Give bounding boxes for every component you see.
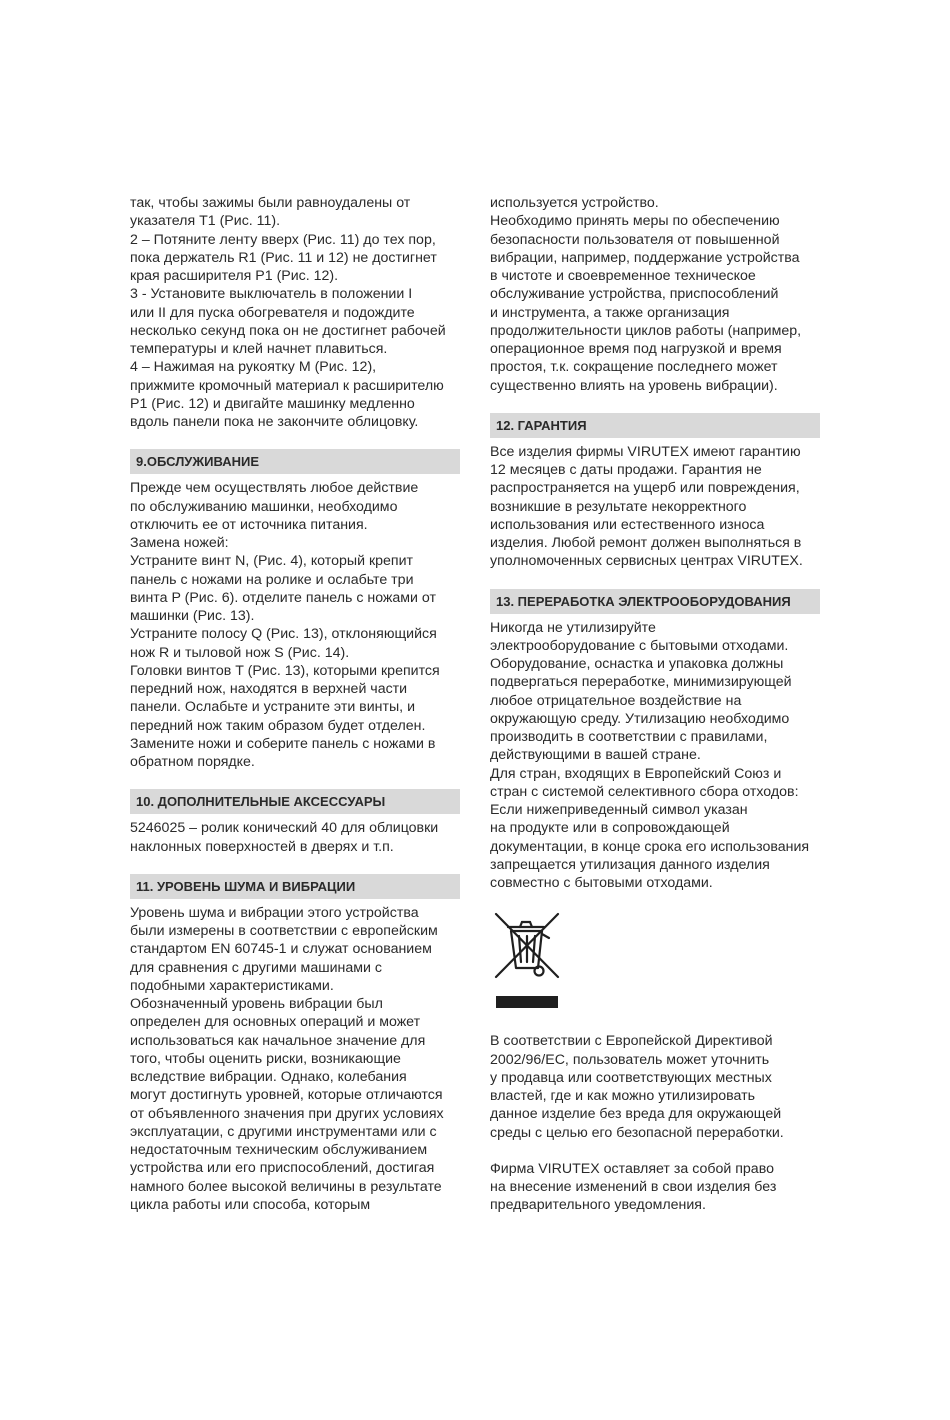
text-line: подвергаться переработке, минимизирующей	[490, 674, 792, 691]
text-line: отключить ее от источника питания.	[130, 516, 368, 533]
section-12-header: 12. ГАРАНТИЯ	[490, 413, 820, 438]
text-line: продолжительности циклов работы (например,	[490, 322, 802, 339]
text-line: 2002/96/EC, пользователь может уточнить	[490, 1051, 770, 1068]
text-line: на продукте или в сопровождающей	[490, 820, 730, 837]
text-line: Прежде чем осуществлять любое действие	[130, 480, 419, 497]
text-line: на внесение изменений в свои изделия без	[490, 1179, 777, 1195]
text-line: использования или естественного износа	[490, 516, 765, 533]
text-line: запрещается утилизация данного изделия	[490, 856, 770, 873]
text-line: так, чтобы зажимы были равноудалены от	[130, 195, 411, 211]
section-11-body	[130, 904, 460, 1214]
text-line: Устраните полосу Q (Рис. 13), отклоняющийся	[130, 626, 437, 643]
text-line: Фирма VIRUTEX оставляет за собой право	[490, 1160, 774, 1177]
text-line: Замена ножей:	[130, 535, 229, 551]
text-line: распространяется на ущерб или повреждения,	[490, 480, 800, 497]
text-line: Уровень шума и вибрации этого устройства	[130, 904, 419, 921]
text-line: панели. Ослабьте и устраните эти винты, и	[130, 699, 415, 716]
text-line: простоя, т.к. сокращение последнего может	[490, 359, 778, 376]
text-line: или II для пуска обогревателя и подождите	[130, 304, 415, 321]
text-line: возникшие в результате некорректного	[490, 498, 747, 515]
text-line: 12 месяцев с даты продажи. Гарантия не	[490, 462, 762, 478]
text-line: предварительного уведомления.	[490, 1197, 706, 1214]
crossed-out-wheelie-bin-icon	[492, 910, 562, 1008]
text-line: действующими в вашей стране.	[490, 747, 701, 764]
text-line: указателя T1 (Рис. 11).	[130, 213, 281, 230]
text-line: документации, в конце срока его использования	[490, 838, 810, 855]
text-line: стран с системой селективного сбора отходов:	[490, 783, 799, 800]
text-line: передний нож, находятся в верхней части	[130, 681, 408, 697]
text-line: производить в соответствии с правилами,	[490, 729, 768, 745]
text-line: обратном порядке.	[130, 754, 255, 770]
text-line: передний нож таким образом будет отделен.	[130, 717, 426, 734]
text-line: В соответствии с Европейской Директивой	[490, 1033, 773, 1050]
text-line: вследствие вибрации. Однако, колебания	[130, 1069, 407, 1085]
text-line: существенно влиять на уровень вибрации).	[490, 377, 778, 394]
text-line: безопасности пользователя от повышенной	[490, 231, 780, 248]
text-line: по обслуживанию машинки, необходимо	[130, 498, 398, 515]
text-line: вибрации, например, поддержание устройства	[490, 249, 800, 266]
text-line: Если нижеприведенный символ указан	[490, 802, 748, 818]
rights-text	[490, 1160, 820, 1215]
text-line: P1 (Рис. 12) и двигайте машинку медленно	[130, 395, 415, 412]
text-line: 3 - Установите выключатель в положении I	[130, 286, 413, 303]
section-13-header: 13. ПЕРЕРАБОТКА ЭЛЕКТРООБОРУДОВАНИЯ	[490, 589, 820, 614]
text-line: электрооборудование с бытовыми отходами.	[490, 637, 789, 654]
text-line: для сравнения с другими машинами с	[130, 959, 382, 976]
text-line: Замените ножи и соберите панель с ножами в	[130, 735, 436, 752]
text-line: Головки винтов T (Рис. 13), которыми крепится	[130, 662, 440, 679]
text-line: операционное время под нагрузкой и время	[490, 341, 782, 357]
text-line: машинки (Рис. 13).	[130, 608, 255, 624]
text-line: Никогда не утилизируйте	[490, 619, 656, 636]
text-line: любое отрицательное воздействие на	[490, 692, 742, 709]
text-line: были измерены в соответствии с европейским	[130, 923, 438, 939]
text-line: края расширителя P1 (Рис. 12).	[130, 268, 339, 284]
text-line: окружающую среду. Утилизацию необходимо	[490, 710, 790, 727]
section-10-body	[130, 819, 460, 856]
directive-text	[490, 1032, 820, 1142]
section-11-header: 11. УРОВЕНЬ ШУМА И ВИБРАЦИИ	[130, 874, 460, 899]
text-line: подобными характеристиками.	[130, 977, 334, 994]
text-line: в чистоте и своевременное техническое	[490, 268, 756, 284]
text-line: Необходимо принять меры по обеспечению	[490, 213, 780, 230]
text-line: данное изделие без вреда для окружающей	[490, 1106, 782, 1123]
text-line: нож R и тыловой нож S (Рис. 14).	[130, 644, 350, 661]
text-line: 2 – Потяните ленту вверх (Рис. 11) до тех пор,	[130, 231, 436, 248]
weee-black-bar	[496, 996, 558, 1008]
section-12-body	[490, 443, 820, 571]
text-line: намного более высокой величины в результате	[130, 1178, 442, 1195]
text-line: вдоль панели пока не закончите облицовку.	[130, 414, 419, 430]
text-line: использоваться как начальное значение для	[130, 1032, 426, 1049]
text-line: определен для основных операций и может	[130, 1014, 421, 1031]
text-line: несколько секунд пока он не достигнет рабочей	[130, 322, 446, 339]
text-line: Все изделия фирмы VIRUTEX имеют гарантию	[490, 443, 801, 460]
text-line: винта P (Рис. 6). отделите панель с ножами от	[130, 589, 436, 606]
text-line: властей, где и как можно утилизировать	[490, 1088, 756, 1104]
text-line: панель с ножами на ролике и ослабьте три	[130, 571, 414, 588]
section-13-body	[490, 619, 820, 893]
text-line: цикла работы или способа, которым	[130, 1196, 371, 1213]
text-line: наклонных поверхностей в дверях и т.п.	[130, 838, 394, 855]
text-line: уполномоченных сервисных центрах VIRUTEX.	[490, 553, 803, 570]
text-line: пока держатель R1 (Рис. 11 и 12) не достигнет	[130, 249, 437, 266]
text-line: среды с целью его безопасной переработки.	[490, 1124, 784, 1141]
text-line: температуры и клей начнет плавиться.	[130, 341, 388, 357]
text-line: от объявленного значения при других условиях	[130, 1105, 444, 1122]
text-line: устройства или его приспособлений, достигая	[130, 1160, 435, 1177]
text-line: у продавца или соответствующих местных	[490, 1069, 772, 1086]
text-line: могут достигнуть уровней, которые отличаются	[130, 1087, 443, 1104]
intro-text	[490, 194, 820, 395]
text-line: недостаточным техническим обслуживанием	[130, 1142, 428, 1158]
text-line: эксплуатации, с другими инструментами или с	[130, 1123, 437, 1140]
text-line: Оборудование, оснастка и упаковка должны	[490, 656, 784, 672]
text-line: изделия. Любой ремонт должен выполняться в	[490, 535, 802, 551]
text-line: того, чтобы оценить риски, возникающие	[130, 1050, 401, 1067]
text-line: Для стран, входящих в Европейский Союз и	[490, 765, 782, 782]
text-line: прижмите кромочный материал к расширителю	[130, 377, 444, 394]
text-line: обслуживание устройства, приспособлений	[490, 286, 779, 303]
text-line: совместно с бытовыми отходами.	[490, 875, 713, 891]
right-column	[490, 194, 820, 1215]
text-line: 4 – Нажимая на рукоятку M (Рис. 12),	[130, 359, 377, 376]
left-column	[130, 194, 460, 1214]
text-line: стандартом EN 60745-1 и служат основанием	[130, 941, 432, 958]
text-line: и инструмента, а также организация	[490, 304, 730, 321]
text-line: используется устройство.	[490, 195, 659, 211]
section-9-header: 9.ОБСЛУЖИВАНИЕ	[130, 449, 460, 474]
text-line: Обозначенный уровень вибрации был	[130, 996, 383, 1012]
section-10-header: 10. ДОПОЛНИТЕЛЬНЫЕ АКСЕССУАРЫ	[130, 789, 460, 814]
text-line: Устраните винт N, (Рис. 4), который крепит	[130, 553, 414, 570]
text-line: 5246025 – ролик конический 40 для облицовки	[130, 820, 439, 837]
section-9-body	[130, 479, 460, 771]
intro-text	[130, 194, 460, 431]
